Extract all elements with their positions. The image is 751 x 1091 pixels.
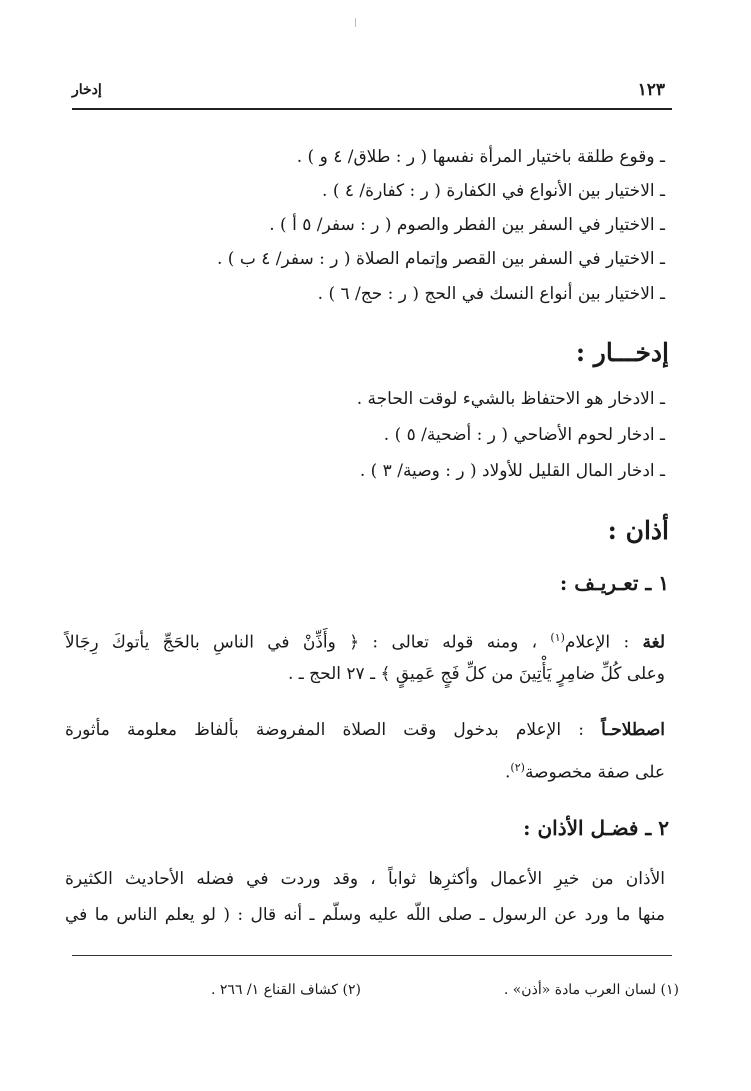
istilah-text: : الإعلام بدخول وقت الصلاة المفروضة بألفاظ معلومة مأثورة	[65, 720, 602, 740]
entry-heading-idkhar: إدخـــار :	[575, 338, 669, 367]
footnote-2: (٢) كشاف القناع ١/ ٢٦٦ .	[211, 982, 361, 998]
header-rule	[72, 108, 672, 110]
definition-lugha-line1	[65, 625, 665, 656]
running-header-title: إدخار	[72, 82, 102, 98]
list-item: ـ ادخار المال القليل للأولاد ( ر : وصية/ ٣ ) .	[359, 461, 665, 481]
footnote-ref-1: (١)	[550, 631, 565, 644]
scan-speck	[355, 18, 356, 27]
paragraph-line: منها ما ورد عن الرسول ـ صلى اللّه عليه وسلّم ـ أنه قال : ( لو يعلم الناس ما في	[65, 905, 665, 925]
footnote-ref-2: (٢)	[510, 761, 525, 774]
istilah-text-a: على صفة مخصوصة	[524, 762, 665, 783]
list-item: ـ وقوع طلقة باختيار المرأة نفسها ( ر : طلاق/ ٤ و ) .	[296, 147, 665, 167]
istilah-label: اصطلاحـاً	[601, 720, 665, 740]
istilah-text-b: .	[505, 762, 511, 783]
paragraph-line: الأذان من خيرِ الأعمال وأكثرِها ثواباً ، وقد وردت في فضله الأحاديث الكثيرة	[65, 869, 665, 889]
list-item: ـ ادخار لحوم الأضاحي ( ر : أضحية/ ٥ ) .	[383, 425, 665, 445]
section-heading-virtue: ٢ ـ فضـل الأذان :	[523, 816, 669, 840]
section-heading-definition: ١ ـ تعـريـف :	[559, 571, 669, 595]
entry-heading-adhan: أذان :	[607, 516, 669, 545]
list-item: ـ الاختيار بين أنواع النسك في الحج ( ر : حج/ ٦ ) .	[317, 284, 665, 304]
list-item: ـ الاختيار بين الأنواع في الكفارة ( ر : كفارة/ ٤ ) .	[322, 181, 665, 201]
lugha-text-a: : الإعلام	[564, 632, 643, 653]
list-item: ـ الادخار هو الاحتفاظ بالشيء لوقت الحاجة .	[356, 389, 665, 409]
footnote-rule	[72, 955, 672, 956]
list-item: ـ الاختيار في السفر بين القصر وإتمام الصلاة ( ر : سفر/ ٤ ب ) .	[217, 249, 665, 269]
footnote-1: (١) لسان العرب مادة «أذن» .	[503, 982, 679, 998]
definition-lugha-line2: وعلى كُلِّ ضامِرٍ يَأْتِينَ من كلِّ فَجٍ عَمِيقٍ ﴾ ـ ٢٧ الحج ـ .	[287, 664, 665, 684]
lugha-label: لغة	[642, 632, 665, 653]
definition-istilah-line2	[65, 755, 665, 786]
definition-istilah-line1	[65, 717, 665, 743]
lugha-text-b: ، ومنه قوله تعالى : ﴿ وأَذِّنْ في الناسِ بالحَجِّ يأتوكَ رِجَالاً	[65, 632, 551, 653]
page-number: ١٢٣	[637, 80, 665, 100]
list-item: ـ الاختيار في السفر بين الفطر والصوم ( ر : سفر/ ٥ أ ) .	[269, 215, 665, 235]
